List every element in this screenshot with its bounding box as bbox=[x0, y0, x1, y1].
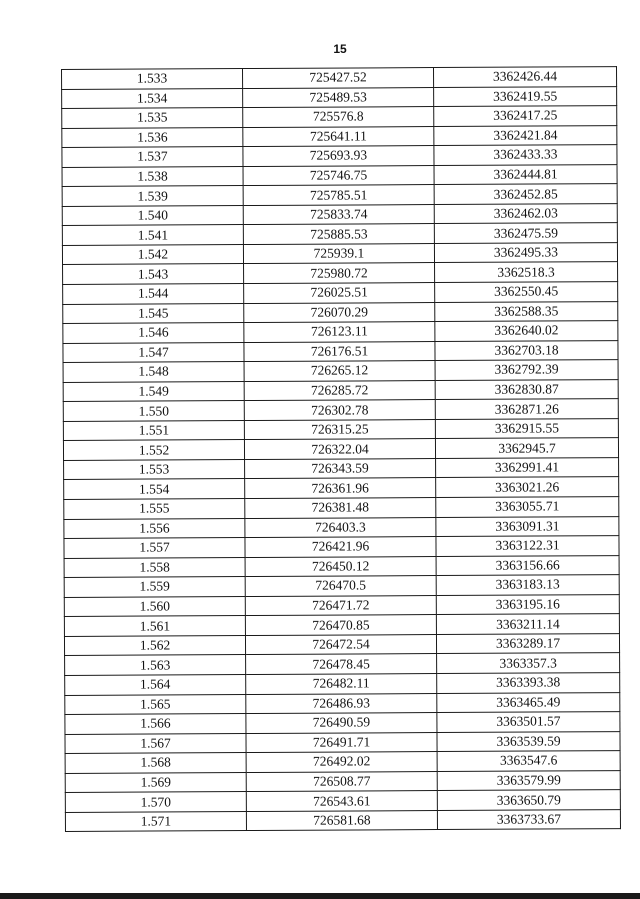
y-coordinate-cell: 3362945.7 bbox=[435, 438, 618, 459]
x-coordinate-cell: 726343.59 bbox=[245, 458, 436, 479]
y-coordinate-cell: 3362433.33 bbox=[434, 145, 617, 166]
x-coordinate-cell: 726322.04 bbox=[244, 439, 435, 460]
y-coordinate-cell: 3362871.26 bbox=[435, 399, 618, 420]
point-id-cell: 1.565 bbox=[65, 694, 246, 714]
y-coordinate-cell: 3362915.55 bbox=[435, 418, 618, 439]
point-id-cell: 1.549 bbox=[63, 381, 244, 401]
y-coordinate-cell: 3363393.38 bbox=[437, 673, 620, 694]
table-row bbox=[64, 458, 619, 480]
x-coordinate-cell: 725746.75 bbox=[243, 165, 434, 186]
x-coordinate-cell: 725427.52 bbox=[243, 68, 434, 89]
y-coordinate-cell: 3362421.84 bbox=[434, 125, 617, 146]
point-id-cell: 1.545 bbox=[63, 303, 244, 323]
point-id-cell: 1.546 bbox=[63, 323, 244, 343]
x-coordinate-cell: 726471.72 bbox=[245, 595, 436, 616]
table-row bbox=[64, 555, 619, 577]
y-coordinate-cell: 3362550.45 bbox=[435, 282, 618, 303]
x-coordinate-cell: 726070.29 bbox=[244, 302, 435, 323]
x-coordinate-cell: 725833.74 bbox=[243, 204, 434, 225]
y-coordinate-cell: 3363021.26 bbox=[436, 477, 619, 498]
y-coordinate-cell: 3363195.16 bbox=[436, 594, 619, 615]
table-row bbox=[62, 223, 617, 245]
x-coordinate-cell: 726421.96 bbox=[245, 537, 436, 558]
table-row bbox=[62, 243, 617, 265]
point-id-cell: 1.539 bbox=[62, 186, 243, 206]
page-number: 15 bbox=[333, 42, 347, 56]
y-coordinate-cell: 3362588.35 bbox=[435, 301, 618, 322]
table-row bbox=[62, 125, 617, 147]
table-row bbox=[63, 360, 618, 382]
x-coordinate-cell: 726490.59 bbox=[246, 713, 437, 734]
x-coordinate-cell: 726265.12 bbox=[244, 361, 435, 382]
point-id-cell: 1.555 bbox=[64, 499, 245, 519]
y-coordinate-cell: 3362991.41 bbox=[436, 458, 619, 479]
table-row bbox=[64, 497, 619, 519]
y-coordinate-cell: 3362703.18 bbox=[435, 340, 618, 361]
table-row bbox=[65, 712, 620, 734]
coordinates-table bbox=[61, 66, 621, 832]
point-id-cell: 1.567 bbox=[65, 733, 246, 753]
table-row bbox=[63, 399, 618, 421]
y-coordinate-cell: 3362640.02 bbox=[435, 321, 618, 342]
x-coordinate-cell: 725885.53 bbox=[243, 224, 434, 245]
y-coordinate-cell: 3363547.6 bbox=[437, 751, 620, 772]
point-id-cell: 1.548 bbox=[63, 362, 244, 382]
table-row bbox=[63, 301, 618, 323]
table-row bbox=[65, 751, 620, 773]
y-coordinate-cell: 3363091.31 bbox=[436, 516, 619, 537]
table-row bbox=[65, 731, 620, 753]
x-coordinate-cell: 726491.71 bbox=[246, 732, 437, 753]
point-id-cell: 1.543 bbox=[63, 264, 244, 284]
table-row bbox=[64, 633, 619, 655]
point-id-cell: 1.564 bbox=[65, 674, 246, 694]
x-coordinate-cell: 726315.25 bbox=[244, 419, 435, 440]
table-row bbox=[63, 418, 618, 440]
y-coordinate-cell: 3362419.55 bbox=[434, 86, 617, 107]
table-row bbox=[62, 184, 617, 206]
y-coordinate-cell: 3362495.33 bbox=[434, 243, 617, 264]
y-coordinate-cell: 3362444.81 bbox=[434, 164, 617, 185]
table-row bbox=[64, 536, 619, 558]
x-coordinate-cell: 725693.93 bbox=[243, 146, 434, 167]
x-coordinate-cell: 726361.96 bbox=[245, 478, 436, 499]
point-id-cell: 1.551 bbox=[63, 420, 244, 440]
y-coordinate-cell: 3363579.99 bbox=[437, 770, 620, 791]
table-row bbox=[63, 340, 618, 362]
x-coordinate-cell: 726470.85 bbox=[245, 615, 436, 636]
table-row bbox=[65, 770, 620, 792]
y-coordinate-cell: 3363357.3 bbox=[437, 653, 620, 674]
point-id-cell: 1.552 bbox=[63, 440, 244, 460]
x-coordinate-cell: 725785.51 bbox=[243, 185, 434, 206]
y-coordinate-cell: 3362792.39 bbox=[435, 360, 618, 381]
y-coordinate-cell: 3363650.79 bbox=[437, 790, 620, 811]
x-coordinate-cell: 726176.51 bbox=[244, 341, 435, 362]
x-coordinate-cell: 726123.11 bbox=[244, 322, 435, 343]
x-coordinate-cell: 726381.48 bbox=[245, 498, 436, 519]
table-row bbox=[63, 438, 618, 460]
point-id-cell: 1.533 bbox=[62, 69, 243, 89]
x-coordinate-cell: 725641.11 bbox=[243, 126, 434, 147]
point-id-cell: 1.562 bbox=[64, 635, 245, 655]
table-row bbox=[62, 86, 617, 108]
point-id-cell: 1.571 bbox=[65, 811, 246, 831]
point-id-cell: 1.537 bbox=[62, 147, 243, 167]
point-id-cell: 1.561 bbox=[64, 616, 245, 636]
x-coordinate-cell: 726508.77 bbox=[246, 771, 437, 792]
y-coordinate-cell: 3362452.85 bbox=[434, 184, 617, 205]
point-id-cell: 1.541 bbox=[62, 225, 243, 245]
table-row bbox=[62, 106, 617, 128]
point-id-cell: 1.542 bbox=[62, 244, 243, 264]
x-coordinate-cell: 726403.3 bbox=[245, 517, 436, 538]
y-coordinate-cell: 3363501.57 bbox=[437, 712, 620, 733]
point-id-cell: 1.559 bbox=[64, 577, 245, 597]
scan-bottom-edge bbox=[0, 893, 640, 899]
table-row bbox=[65, 653, 620, 675]
table-body bbox=[62, 67, 621, 832]
table-row bbox=[64, 614, 619, 636]
x-coordinate-cell: 725576.8 bbox=[243, 107, 434, 128]
y-coordinate-cell: 3362475.59 bbox=[434, 223, 617, 244]
x-coordinate-cell: 725489.53 bbox=[243, 87, 434, 108]
table-row bbox=[62, 145, 617, 167]
y-coordinate-cell: 3362417.25 bbox=[434, 106, 617, 127]
table-row bbox=[63, 379, 618, 401]
y-coordinate-cell: 3362426.44 bbox=[433, 67, 616, 88]
table-row bbox=[64, 516, 619, 538]
point-id-cell: 1.570 bbox=[65, 792, 246, 812]
table-row bbox=[62, 164, 617, 186]
y-coordinate-cell: 3362830.87 bbox=[435, 379, 618, 400]
point-id-cell: 1.566 bbox=[65, 714, 246, 734]
table-row bbox=[62, 203, 617, 225]
x-coordinate-cell: 726472.54 bbox=[245, 634, 436, 655]
y-coordinate-cell: 3363055.71 bbox=[436, 497, 619, 518]
point-id-cell: 1.556 bbox=[64, 518, 245, 538]
y-coordinate-cell: 3363465.49 bbox=[437, 692, 620, 713]
x-coordinate-cell: 726543.61 bbox=[246, 791, 437, 812]
x-coordinate-cell: 726482.11 bbox=[246, 673, 437, 694]
point-id-cell: 1.558 bbox=[64, 557, 245, 577]
y-coordinate-cell: 3363539.59 bbox=[437, 731, 620, 752]
point-id-cell: 1.560 bbox=[64, 596, 245, 616]
point-id-cell: 1.553 bbox=[64, 459, 245, 479]
point-id-cell: 1.554 bbox=[64, 479, 245, 499]
y-coordinate-cell: 3363289.17 bbox=[436, 633, 619, 654]
x-coordinate-cell: 726486.93 bbox=[246, 693, 437, 714]
table-row bbox=[65, 673, 620, 695]
point-id-cell: 1.550 bbox=[63, 401, 244, 421]
point-id-cell: 1.544 bbox=[63, 284, 244, 304]
point-id-cell: 1.536 bbox=[62, 127, 243, 147]
table-row bbox=[63, 282, 618, 304]
x-coordinate-cell: 726025.51 bbox=[244, 283, 435, 304]
point-id-cell: 1.540 bbox=[62, 205, 243, 225]
table-row bbox=[63, 262, 618, 284]
y-coordinate-cell: 3363211.14 bbox=[436, 614, 619, 635]
point-id-cell: 1.538 bbox=[62, 166, 243, 186]
point-id-cell: 1.557 bbox=[64, 538, 245, 558]
y-coordinate-cell: 3363122.31 bbox=[436, 536, 619, 557]
y-coordinate-cell: 3363733.67 bbox=[437, 809, 620, 830]
y-coordinate-cell: 3363183.13 bbox=[436, 575, 619, 596]
x-coordinate-cell: 726450.12 bbox=[245, 556, 436, 577]
point-id-cell: 1.568 bbox=[65, 753, 246, 773]
x-coordinate-cell: 726581.68 bbox=[246, 810, 437, 831]
point-id-cell: 1.563 bbox=[65, 655, 246, 675]
x-coordinate-cell: 725939.1 bbox=[243, 243, 434, 264]
table-row bbox=[65, 692, 620, 714]
point-id-cell: 1.569 bbox=[65, 772, 246, 792]
y-coordinate-cell: 3362518.3 bbox=[435, 262, 618, 283]
table-row bbox=[63, 321, 618, 343]
x-coordinate-cell: 726470.5 bbox=[245, 576, 436, 597]
y-coordinate-cell: 3362462.03 bbox=[434, 203, 617, 224]
x-coordinate-cell: 725980.72 bbox=[244, 263, 435, 284]
point-id-cell: 1.547 bbox=[63, 342, 244, 362]
table-row bbox=[64, 477, 619, 499]
table-row bbox=[65, 809, 620, 831]
table-row bbox=[64, 575, 619, 597]
point-id-cell: 1.535 bbox=[62, 108, 243, 128]
table-row bbox=[64, 594, 619, 616]
x-coordinate-cell: 726302.78 bbox=[244, 400, 435, 421]
x-coordinate-cell: 726285.72 bbox=[244, 380, 435, 401]
table-row bbox=[62, 67, 617, 89]
y-coordinate-cell: 3363156.66 bbox=[436, 555, 619, 576]
point-id-cell: 1.534 bbox=[62, 88, 243, 108]
x-coordinate-cell: 726492.02 bbox=[246, 752, 437, 773]
table-row bbox=[65, 790, 620, 812]
x-coordinate-cell: 726478.45 bbox=[246, 654, 437, 675]
